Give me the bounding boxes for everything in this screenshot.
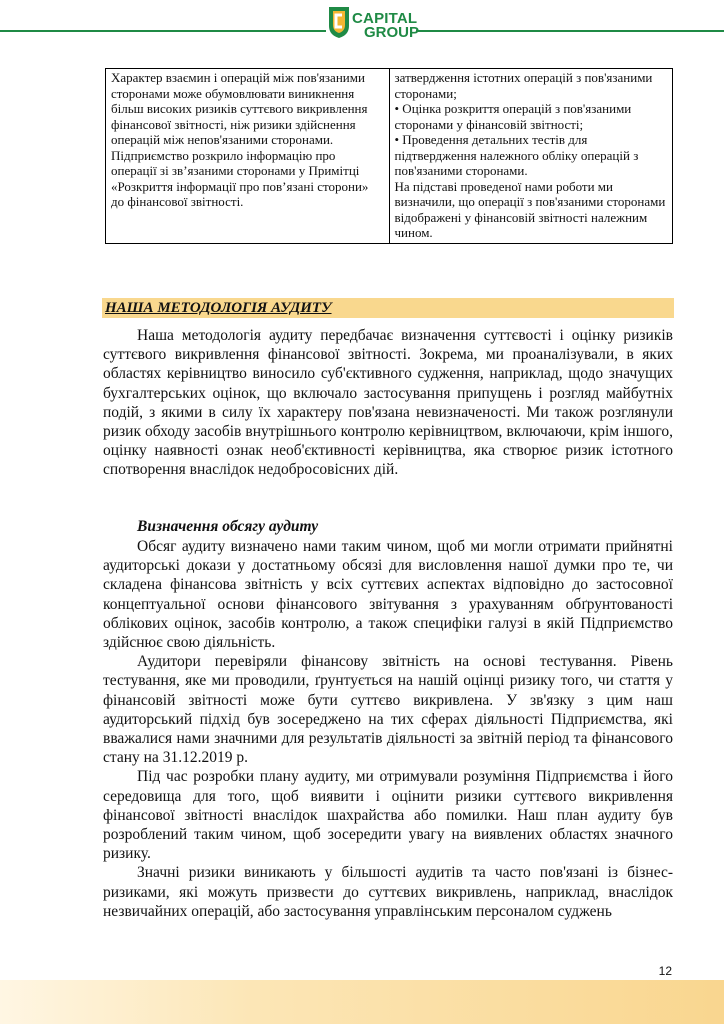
page-number: 12 [658, 964, 672, 978]
cell-text: затвердження істотних операцій з пов'язаними сторонами; [394, 70, 653, 101]
cell-text: На підставі проведеної нами роботи ми визначили, що операції з пов'язаними сторонами відображені у фінансовій звітності належним чином. [394, 178, 666, 240]
logo-emblem-icon [326, 4, 352, 40]
subsection-title: Визначення обсягу аудиту [137, 518, 319, 535]
table-cell-risk [106, 69, 390, 244]
cell-text: • Проведення детальних тестів для підтвердження належного обліку операцій з пов'язаними сторонами. [394, 132, 639, 178]
cell-text: • Оцінка розкриття операцій з пов'язаними сторонами у фінансовій звітності; [394, 101, 632, 132]
paragraph: Значні ризики виникають у більшості аудитів та часто пов'язані із бізнес-ризиками, які можуть призвести до суттєвих викривлень, наприклад, внаслідок незвичайних операцій, або застосування управлінським персоналом суджень [103, 864, 673, 920]
section-title: НАША МЕТОДОЛОГІЯ АУДИТУ [105, 300, 332, 316]
cell-text: Характер взаємин і операцій між пов'язаними сторонами може обумовлювати виникнення більш високих ризиків суттєвого викривлення фінансової звітності, ніж ризики здійснення операцій між непов'язаними сторонами. [111, 70, 368, 147]
paragraph: Наша методологія аудиту передбачає визначення суттєвості і оцінку ризиків суттєвого викривлення фінансової звітності. Зокрема, ми проаналізували, в яких областях керівництво виносило суб'єктивного судження, наприклад, щодо значущих бухгалтерських оцінок, що включало застосування припущень і розгляд майбутніх подій, з якими в силу їх характеру пов'язана невизначеності. Ми також розглянули ризик обходу засобів внутрішнього контролю керівництвом, включаючи, крім іншого, оцінку наявності ознак необ'єктивності керівництва, яка створює ризик істотного спотворення внаслідок недобросовісних дій. [103, 327, 673, 479]
paragraph: Аудитори перевіряли фінансову звітність на основі тестування. Рівень тестування, яке ми проводили, ґрунтується на нашій оцінці ризику того, чи стаття у фінансовій звітності може бути суттєво викривлена. У зв'язку з цим наш аудиторський підхід був зосереджено на тих сферах діяльності Підприємства, які вважалися нами значними для результатів діяльності за звітній період та фінансового стану на 31.12.2019 р. [103, 653, 673, 767]
cell-text: Підприємство розкрило інформацію про операції зі зв’язаними сторонами у Примітці «Розкриття інформації про пов’язані сторони» до фінансової звітності. [111, 147, 369, 209]
logo-wordmark [352, 12, 419, 40]
capital-group-logo [326, 4, 426, 44]
paragraph: Під час розробки плану аудиту, ми отримували розуміння Підприємства і його середовища для того, щоб виявити і оцінити ризики суттєвого викривлення фінансової звітності внаслідок шахрайства або помилки. Наш план аудиту був розроблений таким чином, щоб зосередити увагу на виявлених областях значного ризику. [103, 768, 673, 863]
header-rule-right [416, 30, 724, 32]
footer-gradient-band [0, 980, 724, 1024]
key-matters-table [105, 68, 673, 244]
logo-line-1: CAPITAL [352, 10, 418, 27]
table-row [106, 69, 673, 244]
paragraph: Обсяг аудиту визначено нами таким чином, щоб ми могли отримати прийнятні аудиторські докази у достатньому обсязі для висловлення нашої думки про те, чи складена фінансова звітність у всіх суттєвих аспектах відповідно до застосовної концептуальної основи фінансового звітування з урахуванням обґрунтованості облікових оцінок, засобів контролю, а також специфіки галузі в якій Підприємство здійснює свою діяльність. [103, 538, 673, 652]
scope-text [103, 537, 673, 921]
header-rule-left [0, 30, 326, 32]
methodology-text [103, 326, 673, 480]
table-cell-response [389, 69, 673, 244]
logo-line-2: GROUP [364, 24, 420, 41]
